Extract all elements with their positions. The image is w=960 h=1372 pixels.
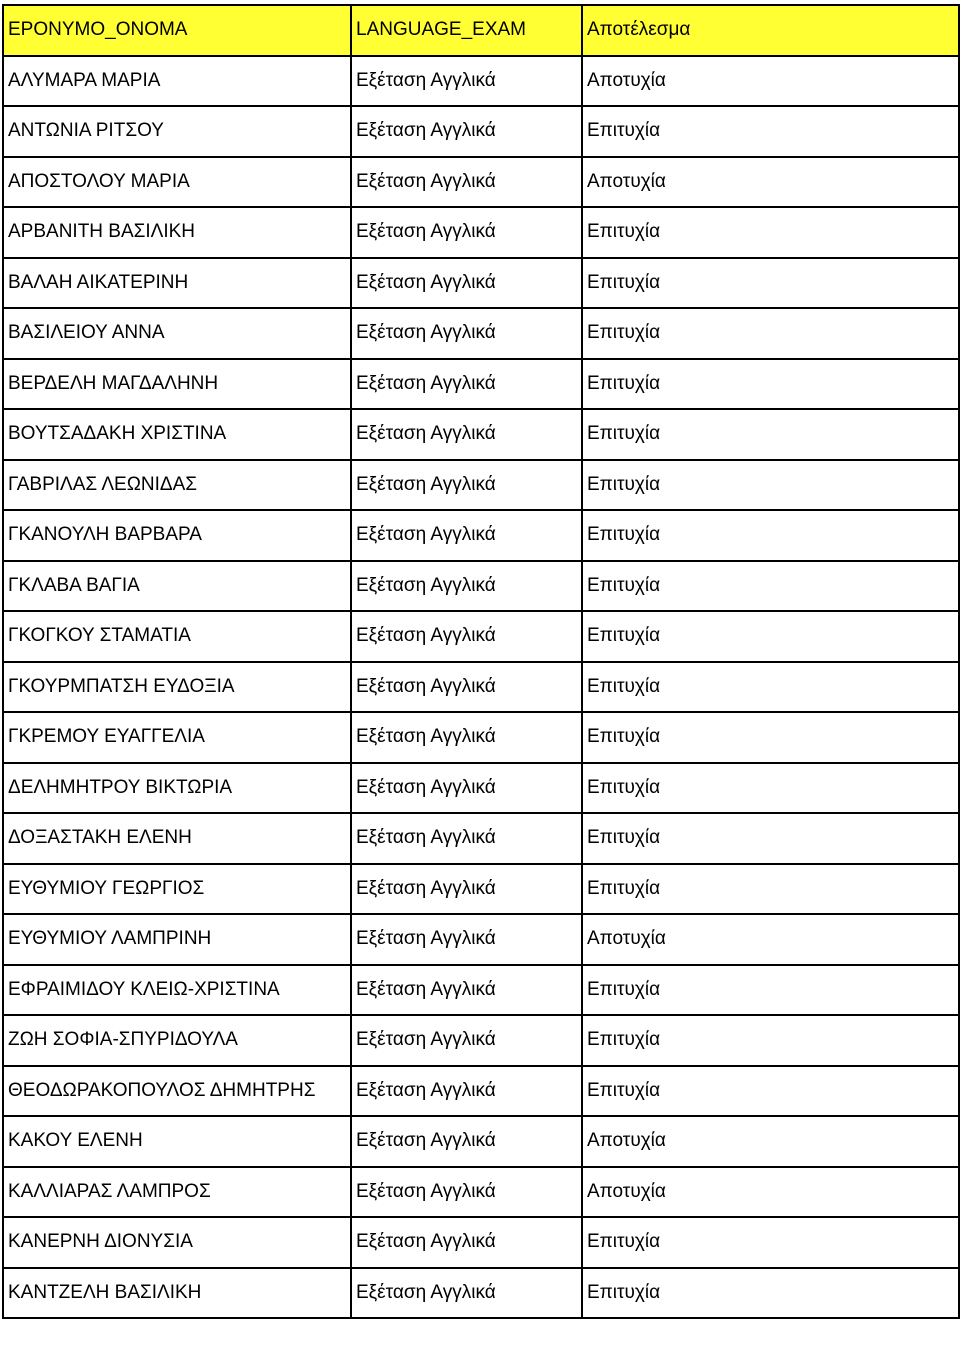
result-cell: Επιτυχία [582, 359, 959, 410]
table-row [3, 611, 959, 662]
exam-cell: Εξέταση Αγγλικά [351, 864, 582, 915]
table-row [3, 813, 959, 864]
name-cell: ΓΚΟΓΚΟΥ ΣΤΑΜΑΤΙΑ [3, 611, 351, 662]
exam-cell: Εξέταση Αγγλικά [351, 914, 582, 965]
result-cell: Επιτυχία [582, 510, 959, 561]
name-cell: ΒΑΛΑΗ ΑΙΚΑΤΕΡΙΝΗ [3, 258, 351, 309]
table-row [3, 662, 959, 713]
table-row [3, 1015, 959, 1066]
exam-cell: Εξέταση Αγγλικά [351, 1217, 582, 1268]
exam-cell: Εξέταση Αγγλικά [351, 510, 582, 561]
table-row [3, 1116, 959, 1167]
exam-cell: Εξέταση Αγγλικά [351, 460, 582, 511]
name-cell: ΓΚΛΑΒΑ ΒΑΓΙΑ [3, 561, 351, 612]
exam-cell: Εξέταση Αγγλικά [351, 106, 582, 157]
exam-cell: Εξέταση Αγγλικά [351, 712, 582, 763]
exam-cell: Εξέταση Αγγλικά [351, 1066, 582, 1117]
result-cell: Αποτυχία [582, 1116, 959, 1167]
result-cell: Αποτυχία [582, 914, 959, 965]
name-cell: ΕΥΘΥΜΙΟΥ ΓΕΩΡΓΙΟΣ [3, 864, 351, 915]
table-row [3, 864, 959, 915]
header-row [3, 5, 959, 56]
table-row [3, 510, 959, 561]
result-cell: Επιτυχία [582, 864, 959, 915]
exam-cell: Εξέταση Αγγλικά [351, 359, 582, 410]
exam-cell: Εξέταση Αγγλικά [351, 1015, 582, 1066]
exam-cell: Εξέταση Αγγλικά [351, 1116, 582, 1167]
header-cell-result: Αποτέλεσμα [582, 5, 959, 56]
exam-cell: Εξέταση Αγγλικά [351, 763, 582, 814]
exam-cell: Εξέταση Αγγλικά [351, 1167, 582, 1218]
table-row [3, 1167, 959, 1218]
name-cell: ΔΟΞΑΣΤΑΚΗ ΕΛΕΝΗ [3, 813, 351, 864]
name-cell: ΖΩΗ ΣΟΦΙΑ-ΣΠΥΡΙΔΟΥΛΑ [3, 1015, 351, 1066]
name-cell: ΑΡΒΑΝΙΤΗ ΒΑΣΙΛΙΚΗ [3, 207, 351, 258]
exam-cell: Εξέταση Αγγλικά [351, 308, 582, 359]
result-cell: Αποτυχία [582, 56, 959, 107]
result-cell: Επιτυχία [582, 308, 959, 359]
result-cell: Επιτυχία [582, 712, 959, 763]
name-cell: ΒΕΡΔΕΛΗ ΜΑΓΔΑΛΗΝΗ [3, 359, 351, 410]
result-cell: Επιτυχία [582, 561, 959, 612]
table-row [3, 308, 959, 359]
table-row [3, 965, 959, 1016]
result-cell: Επιτυχία [582, 763, 959, 814]
result-cell: Επιτυχία [582, 965, 959, 1016]
results-table [2, 4, 960, 1319]
table-row [3, 157, 959, 208]
exam-cell: Εξέταση Αγγλικά [351, 965, 582, 1016]
name-cell: ΒΑΣΙΛΕΙΟΥ ΑΝΝΑ [3, 308, 351, 359]
name-cell: ΚΑΚΟΥ ΕΛΕΝΗ [3, 1116, 351, 1167]
exam-cell: Εξέταση Αγγλικά [351, 561, 582, 612]
exam-cell: Εξέταση Αγγλικά [351, 56, 582, 107]
result-cell: Επιτυχία [582, 1015, 959, 1066]
table-row [3, 106, 959, 157]
name-cell: ΚΑΝΤΖΕΛΗ ΒΑΣΙΛΙΚΗ [3, 1268, 351, 1319]
table-row [3, 914, 959, 965]
table-row [3, 207, 959, 258]
name-cell: ΕΦΡΑΙΜΙΔΟΥ ΚΛΕΙΩ-ΧΡΙΣΤΙΝΑ [3, 965, 351, 1016]
result-cell: Επιτυχία [582, 258, 959, 309]
name-cell: ΔΕΛΗΜΗΤΡΟΥ ΒΙΚΤΩΡΙΑ [3, 763, 351, 814]
header-cell-name: ΕΡΟΝΥΜΟ_ΟΝΟΜΑ [3, 5, 351, 56]
name-cell: ΑΝΤΩΝΙΑ ΡΙΤΣΟΥ [3, 106, 351, 157]
result-cell: Αποτυχία [582, 157, 959, 208]
name-cell: ΓΚΟΥΡΜΠΑΤΣΗ ΕΥΔΟΞΙΑ [3, 662, 351, 713]
name-cell: ΕΥΘΥΜΙΟΥ ΛΑΜΠΡΙΝΗ [3, 914, 351, 965]
name-cell: ΓΑΒΡΙΛΑΣ ΛΕΩΝΙΔΑΣ [3, 460, 351, 511]
name-cell: ΒΟΥΤΣΑΔΑΚΗ ΧΡΙΣΤΙΝΑ [3, 409, 351, 460]
name-cell: ΑΠΟΣΤΟΛΟΥ ΜΑΡΙΑ [3, 157, 351, 208]
table-row [3, 1217, 959, 1268]
exam-cell: Εξέταση Αγγλικά [351, 157, 582, 208]
header-cell-exam: LANGUAGE_EXAM [351, 5, 582, 56]
result-cell: Επιτυχία [582, 1066, 959, 1117]
table-row [3, 561, 959, 612]
name-cell: ΚΑΝΕΡΝΗ ΔΙΟΝΥΣΙΑ [3, 1217, 351, 1268]
exam-cell: Εξέταση Αγγλικά [351, 409, 582, 460]
table-row [3, 763, 959, 814]
table-row [3, 409, 959, 460]
result-cell: Επιτυχία [582, 460, 959, 511]
table-row [3, 258, 959, 309]
result-cell: Αποτυχία [582, 1167, 959, 1218]
result-cell: Επιτυχία [582, 662, 959, 713]
result-cell: Επιτυχία [582, 106, 959, 157]
name-cell: ΓΚΑΝΟΥΛΗ ΒΑΡΒΑΡΑ [3, 510, 351, 561]
exam-cell: Εξέταση Αγγλικά [351, 813, 582, 864]
table-row [3, 56, 959, 107]
exam-cell: Εξέταση Αγγλικά [351, 611, 582, 662]
exam-cell: Εξέταση Αγγλικά [351, 1268, 582, 1319]
table-row [3, 359, 959, 410]
exam-cell: Εξέταση Αγγλικά [351, 662, 582, 713]
result-cell: Επιτυχία [582, 409, 959, 460]
result-cell: Επιτυχία [582, 611, 959, 662]
result-cell: Επιτυχία [582, 207, 959, 258]
result-cell: Επιτυχία [582, 1217, 959, 1268]
name-cell: ΘΕΟΔΩΡΑΚΟΠΟΥΛΟΣ ΔΗΜΗΤΡΗΣ [3, 1066, 351, 1117]
results-table-body [3, 5, 959, 1318]
name-cell: ΑΛΥΜΑΡΑ ΜΑΡΙΑ [3, 56, 351, 107]
table-row [3, 712, 959, 763]
result-cell: Επιτυχία [582, 813, 959, 864]
name-cell: ΓΚΡΕΜΟΥ ΕΥΑΓΓΕΛΙΑ [3, 712, 351, 763]
name-cell: ΚΑΛΛΙΑΡΑΣ ΛΑΜΠΡΟΣ [3, 1167, 351, 1218]
exam-cell: Εξέταση Αγγλικά [351, 207, 582, 258]
table-row [3, 1066, 959, 1117]
table-row [3, 1268, 959, 1319]
table-row [3, 460, 959, 511]
exam-cell: Εξέταση Αγγλικά [351, 258, 582, 309]
result-cell: Επιτυχία [582, 1268, 959, 1319]
